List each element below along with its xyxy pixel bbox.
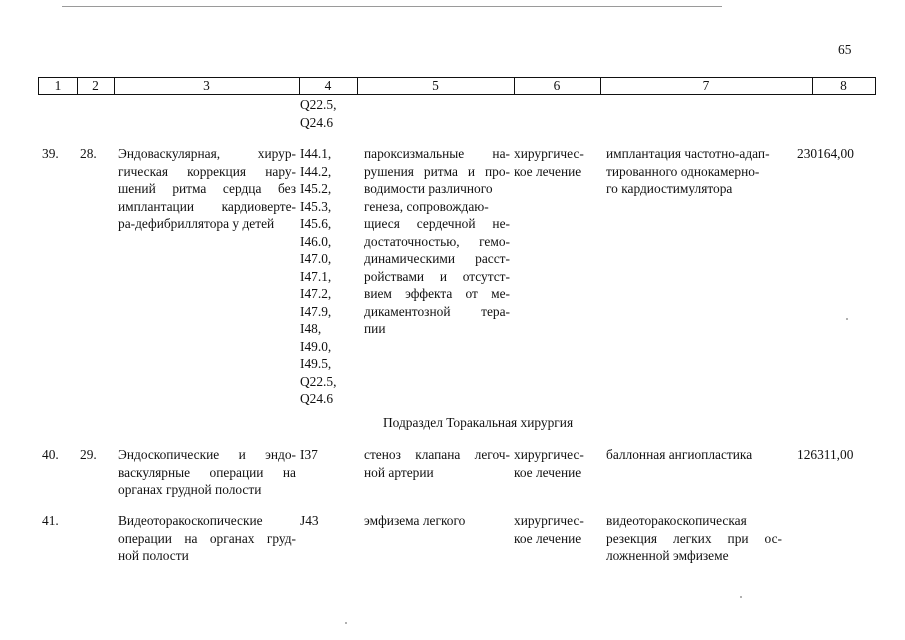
row-39-method-line: имплантации кардиоверте- (118, 198, 296, 214)
row-39-method-line: гическая коррекция нару- (118, 163, 296, 179)
header-col-5: 5 (432, 78, 439, 93)
row-40-code: I37 (300, 447, 318, 462)
row-40-subnumber: 29. (80, 447, 97, 462)
header-col-6: 6 (553, 78, 561, 93)
row-39-code: I49.5, (300, 356, 332, 371)
row-39-code: I45.6, (300, 216, 332, 231)
row-39-cost: 230164,00 (797, 146, 854, 161)
row-39-procedure-line: имплантация частотно-адап- (606, 146, 770, 161)
row-39-diagnosis-line: генеза, сопровождаю- (364, 198, 489, 214)
row-40-treatment-line: хирургичес- (514, 447, 584, 462)
row-39-code: I49.0, (300, 338, 332, 354)
row-39-diagnosis-line: дикаментозной тера- (364, 303, 510, 319)
header-col-1: 1 (54, 78, 62, 93)
row-39-treatment-line: хирургичес- (514, 146, 584, 161)
row-39-diagnosis-line: динамическими расст- (364, 251, 510, 266)
top-rule (62, 6, 722, 7)
row-40-cost: 126311,00 (797, 447, 854, 462)
row-41-diagnosis-line: эмфизема легкого (364, 513, 466, 528)
scan-speck (740, 596, 742, 598)
row-41-method-line: операции на органах груд- (118, 530, 296, 546)
row-41-method-line: ной полости (118, 548, 189, 563)
row-39-procedure-line: тированного однокамерно- (606, 163, 760, 179)
row-40-method-line: васкулярные операции на (118, 464, 296, 480)
row-39-diagnosis-line: пии (364, 321, 386, 336)
header-col-2: 2 (92, 78, 99, 93)
row-39-code: I45.2, (300, 181, 332, 196)
row-39-number: 39. (42, 146, 59, 161)
row-39-procedure-line: го кардиостимулятора (606, 181, 733, 196)
row-41-treatment-line: кое лечение (514, 530, 582, 546)
row-39-code: I46.0, (300, 233, 332, 249)
row-39-code: I47.1, (300, 268, 332, 284)
row-41-number: 41. (42, 513, 59, 528)
row-40-procedure-line: баллонная ангиопластика (606, 447, 753, 462)
row-39-diagnosis-line: водимости различного (364, 181, 493, 196)
row-39-code: I44.1, (300, 146, 332, 161)
row-39-code: Q24.6 (300, 391, 334, 406)
row-40-diagnosis-line: стеноз клапана легоч- (364, 447, 510, 462)
header-col-7: 7 (702, 78, 710, 93)
row-40-method-line: органах грудной полости (118, 482, 262, 497)
row-39-diagnosis-line: ройствами и отсутст- (364, 268, 510, 284)
page-number: 65 (838, 42, 852, 57)
row-39-diagnosis-line: пароксизмальные на- (364, 146, 510, 161)
row-41-procedure-line: ложненной эмфиземе (606, 548, 729, 563)
row-41-method-line: Видеоторакоскопические (118, 513, 263, 528)
header-col-4: 4 (324, 78, 332, 93)
scan-speck (846, 318, 848, 320)
row-41-procedure-line: резекция легких при ос- (606, 530, 782, 546)
row-39-diagnosis-line: вием эффекта от ме- (364, 286, 510, 301)
row-39-diagnosis-line: рушения ритма и про- (364, 163, 510, 179)
row-39-code: I44.2, (300, 163, 332, 179)
row-40-method-line: Эндоскопические и эндо- (118, 447, 296, 462)
row-39-method-line: Эндоваскулярная, хирур- (118, 146, 296, 161)
row-39-code: I48, (300, 321, 322, 336)
header-col-3: 3 (203, 78, 210, 93)
row-41-treatment-line: хирургичес- (514, 513, 584, 528)
row-39-treatment-line: кое лечение (514, 163, 582, 179)
row-39-code: I45.3, (300, 198, 332, 214)
row-39-code: I47.0, (300, 251, 332, 266)
row-39-method-line: шений ритма сердца без (118, 181, 296, 196)
row-40-number: 40. (42, 447, 59, 462)
carryover-code: Q22.5, (300, 97, 337, 112)
row-40-diagnosis-line: ной артерии (364, 464, 434, 480)
row-39-diagnosis-line: достаточностью, гемо- (364, 233, 510, 249)
row-41-procedure-line: видеоторакоскопическая (606, 513, 747, 528)
row-39-method-line: ра-дефибриллятора у детей (118, 216, 275, 231)
header-col-8: 8 (840, 78, 847, 93)
carryover-code: Q24.6 (300, 114, 334, 130)
row-39-code: Q22.5, (300, 373, 337, 389)
row-40-treatment-line: кое лечение (514, 464, 582, 480)
column-number-header (38, 77, 876, 95)
row-39-code: I47.2, (300, 286, 332, 301)
row-39-code: I47.9, (300, 303, 332, 319)
scan-speck (345, 622, 347, 624)
row-39-diagnosis-line: щиеся сердечной не- (364, 216, 510, 231)
section-heading: Подраздел Торакальная хирургия (383, 415, 574, 430)
row-39-subnumber: 28. (80, 146, 97, 161)
row-41-code: J43 (300, 513, 319, 528)
